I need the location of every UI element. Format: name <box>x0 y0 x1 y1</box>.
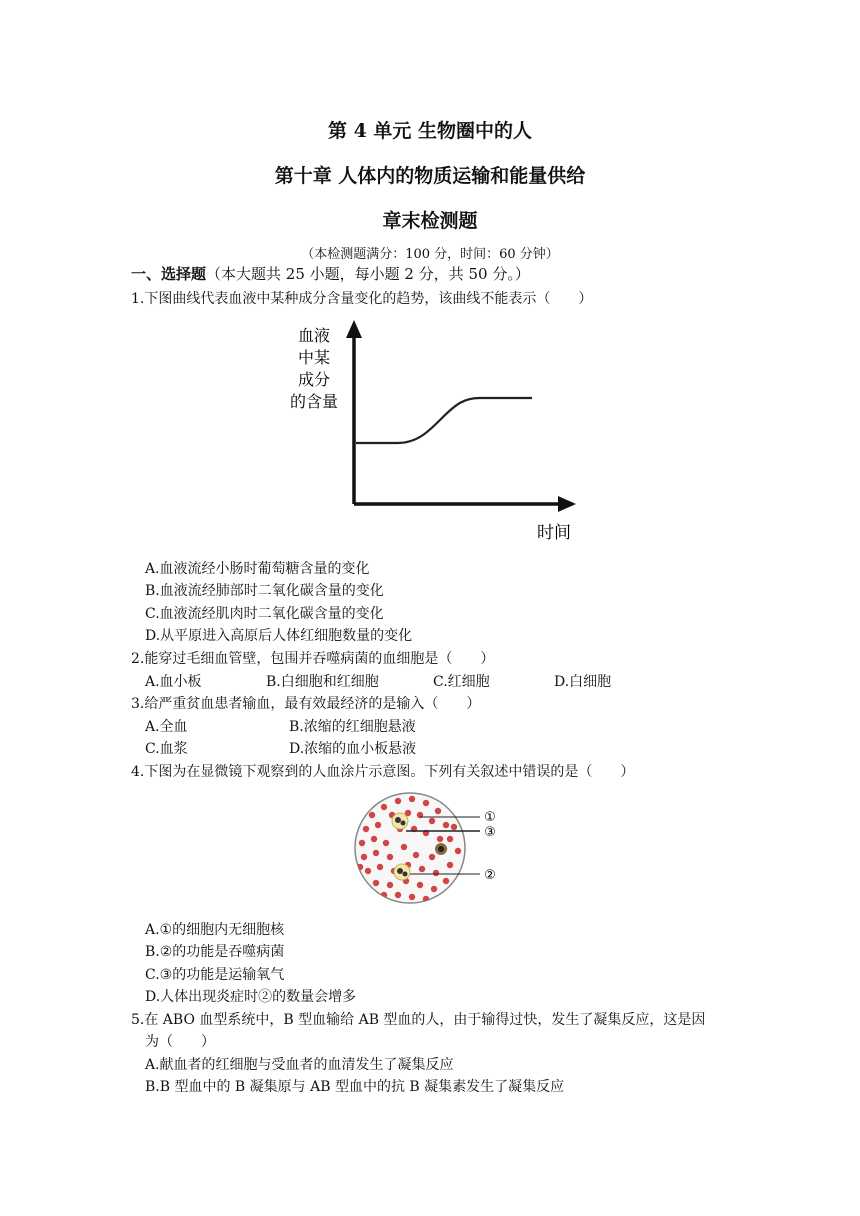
question-2-stem: 2.能穿过毛细血管壁，包围并吞噬病菌的血细胞是（ ） <box>131 651 495 667</box>
question-5-stem-line-2: 为（ ） <box>145 1034 215 1050</box>
y-label-line-1: 血液 <box>297 326 331 345</box>
q2-option-d: D.白细胞 <box>554 674 612 690</box>
q1-option-b: B.血液流经肺部时二氧化碳含量的变化 <box>145 583 384 599</box>
q4-option-a: A.①的细胞内无细胞核 <box>145 922 285 938</box>
question-4-stem: 4.下图为在显微镜下观察到的人血涂片示意图。下列有关叙述中错误的是（ ） <box>131 764 635 780</box>
question-5-stem-line-1: 5.在 ABO 血型系统中，B 型血输给 AB 型血的人，由于输得过快，发生了凝集反应，这是因 <box>131 1012 706 1028</box>
q5-option-a: A.献血者的红细胞与受血者的血清发生了凝集反应 <box>145 1057 454 1073</box>
q1-option-d: D.从平原进入高原后人体红细胞数量的变化 <box>145 628 413 644</box>
label-1: ① <box>484 810 496 825</box>
q3-option-c: C.血浆 <box>145 741 188 757</box>
question-3-stem: 3.给严重贫血患者输血，最有效最经济的是输入（ ） <box>131 696 481 712</box>
y-label-line-3: 成分 <box>297 370 331 389</box>
label-3: ③ <box>484 825 496 840</box>
q3-option-b: B.浓缩的红细胞悬液 <box>289 719 416 735</box>
y-label-line-2: 中某 <box>297 348 331 367</box>
white-blood-cell-upper <box>392 813 408 829</box>
y-label-line-4: 的含量 <box>289 392 339 411</box>
q1-option-c: C.血液流经肌肉时二氧化碳含量的变化 <box>145 606 384 622</box>
q4-option-d: D.人体出现炎症时②的数量会增多 <box>145 989 357 1005</box>
q1-curve-graph <box>280 318 590 550</box>
x-label: 时间 <box>537 523 571 543</box>
q4-blood-smear-figure <box>350 785 510 915</box>
x-axis-arrow-icon <box>558 496 576 512</box>
q2-option-c: C.红细胞 <box>433 674 490 690</box>
q2-option-b: B.白细胞和红细胞 <box>266 674 379 690</box>
q4-option-b: B.②的功能是吞噬病菌 <box>145 944 285 960</box>
q5-option-b: B.B 型血中的 B 凝集原与 AB 型血中的抗 B 凝集素发生了凝集反应 <box>145 1079 565 1095</box>
section-heading-info: （本大题共 25 小题，每小题 2 分，共 50 分。） <box>206 265 530 283</box>
dark-cell <box>435 843 447 855</box>
q4-option-c: C.③的功能是运输氧气 <box>145 967 285 983</box>
chapter-title: 第十章 人体内的物质运输和能量供给 <box>274 165 586 187</box>
q3-option-d: D.浓缩的血小板悬液 <box>289 741 417 757</box>
label-2: ② <box>484 868 496 883</box>
q1-option-a: A.血液流经小肠时葡萄糖含量的变化 <box>145 561 370 577</box>
test-title: 章末检测题 <box>382 210 478 232</box>
y-axis-arrow-icon <box>346 320 362 338</box>
microscope-field <box>355 793 465 903</box>
section-heading-label: 一、选择题 <box>131 265 207 283</box>
q2-option-a: A.血小板 <box>145 674 202 690</box>
section-heading <box>131 263 530 284</box>
unit-title: 第 4 单元 生物圈中的人 <box>327 120 533 142</box>
content-curve <box>356 398 532 443</box>
white-blood-cell-lower <box>394 864 410 880</box>
q3-option-a: A.全血 <box>145 719 188 735</box>
test-note: （本检测题满分：100 分，时间：60 分钟） <box>301 247 559 262</box>
question-1-stem: 1.下图曲线代表血液中某种成分含量变化的趋势，该曲线不能表示（ ） <box>131 291 593 307</box>
